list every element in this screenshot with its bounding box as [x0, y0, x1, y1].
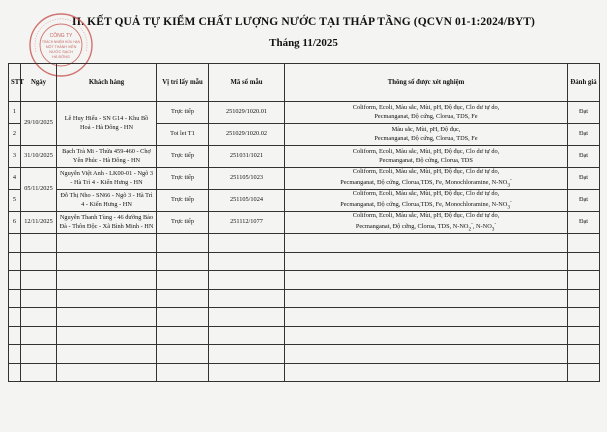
superscript: - [471, 220, 473, 227]
cell-location: Toi let T1 [157, 124, 209, 146]
empty-row [9, 326, 600, 345]
table-row [9, 146, 600, 168]
results-table [8, 63, 600, 382]
cell-customer: Bạch Trà Mi - Thửa 459-460 - Chợ Yên Phúc - Hà Đông - HN [57, 146, 157, 168]
cell-code: 251105/1023 [209, 168, 285, 190]
cell-tests [285, 190, 568, 212]
cell-stt: 6 [9, 212, 21, 234]
col-header-result: Đánh giá [568, 64, 600, 102]
svg-text:MỘT THÀNH VIÊN: MỘT THÀNH VIÊN [45, 45, 77, 49]
col-header-code: Mã số mẫu [209, 64, 285, 102]
col-header-customer: Khách hàng [57, 64, 157, 102]
tests-line-1: Coliform, Ecoli, Màu sắc, Mùi, pH, Độ đục, Clo dư tự do, [352, 168, 500, 176]
cell-tests [285, 102, 568, 124]
col-header-date: Ngày [21, 64, 57, 102]
cell-code: 251029/1020.01 [209, 102, 285, 124]
svg-text:CÔNG TY: CÔNG TY [49, 33, 73, 39]
cell-date: 12/11/2025 [21, 212, 57, 234]
subscript: 3 [507, 203, 510, 210]
cell-tests [285, 212, 568, 234]
empty-row [9, 308, 600, 327]
cell-date: 31/10/2025 [21, 146, 57, 168]
svg-text:TRÁCH NHIỆM HỮU HẠN: TRÁCH NHIỆM HỮU HẠN [42, 40, 80, 44]
cell-result: Đạt [568, 190, 600, 212]
superscript: - [494, 220, 497, 227]
table-header-row [9, 64, 600, 102]
cell-result: Đạt [568, 124, 600, 146]
subscript: 2 [468, 225, 472, 232]
cell-result: Đạt [568, 102, 600, 124]
cell-stt: 5 [9, 190, 21, 212]
cell-tests [285, 124, 568, 146]
empty-row [9, 289, 600, 308]
cell-date: 29/10/2025 [21, 102, 57, 146]
cell-location: Trực tiếp [157, 212, 209, 234]
cell-result: Đạt [568, 146, 600, 168]
cell-stt: 1 [9, 102, 21, 124]
cell-stt: 4 [9, 168, 21, 190]
tests-line-1: Coliform, Ecoli, Màu sắc, Mùi, pH, Độ đục, Clo dư tự do, [352, 148, 500, 155]
tests-line-2: Pecmanganat, Độ cứng, Clorua,TDS, Fe, Monochloramine, N-NO [340, 178, 508, 186]
cell-tests [285, 146, 568, 168]
table-row [9, 168, 600, 190]
cell-location: Trực tiếp [157, 146, 209, 168]
cell-stt: 2 [9, 124, 21, 146]
cell-customer: Lê Huy Hiếu - SN G14 - Khu Bồ Hoả - Hà Đông - HN [57, 102, 157, 146]
cell-customer: Nguyễn Thanh Tùng - 46 đường Bảo Đà - Thôn Độc - Xã Bình Minh - HN [57, 212, 157, 234]
col-header-stt: STT [9, 64, 21, 102]
svg-text:NƯỚC SẠCH: NƯỚC SẠCH [49, 50, 73, 54]
superscript: - [509, 176, 512, 183]
cell-tests [285, 168, 568, 190]
tests-line-1: Coliform, Ecoli, Màu sắc, Mùi, pH, Độ đục, Clo dư tự do, [352, 104, 500, 111]
empty-row [9, 363, 600, 382]
cell-customer: Nguyễn Việt Anh - LK00-01 - Ngõ 3 - Hà Trì 4 - Kiến Hưng - HN [57, 168, 157, 190]
tests-line-2: Pecmanganat, Độ cứng, Clorua, TDS, Fe [374, 134, 478, 142]
tests-line-2: Pecmanganat, Độ cứng, Clorua, TDS [379, 156, 473, 164]
cell-result: Đạt [568, 168, 600, 190]
cell-code: 251031/1021 [209, 146, 285, 168]
tests-line-1: Màu sắc, Mùi, pH, Độ đục, [391, 126, 461, 133]
cell-stt: 3 [9, 146, 21, 168]
table-row [9, 212, 600, 234]
cell-location: Trực tiếp [157, 190, 209, 212]
col-header-tests: Thông số được xét nghiệm [285, 64, 568, 102]
table-row [9, 102, 600, 124]
tests-line-2-tail: , N-NO [472, 222, 492, 230]
tests-line-1: Coliform, Ecoli, Màu sắc, Mùi, pH, Độ đục, Clo dư tự do, [352, 190, 500, 198]
empty-row [9, 252, 600, 271]
cell-date: 05/11/2025 [21, 168, 57, 212]
empty-row [9, 271, 600, 290]
tests-line-2: Pecmanganat, Độ cứng, Clorua, TDS, Fe [374, 112, 478, 120]
tests-line-2: Pecmanganat, Độ cứng, Clorua, TDS, N-NO [355, 222, 469, 230]
cell-code: 251105/1024 [209, 190, 285, 212]
cell-code: 251112/1077 [209, 212, 285, 234]
cell-result: Đạt [568, 212, 600, 234]
col-header-location: Vị trí lấy mẫu [157, 64, 209, 102]
cell-code: 251029/1020.02 [209, 124, 285, 146]
tests-line-1: Coliform, Ecoli, Màu sắc, Mùi, pH, Độ đục, Clo dư tự do, [352, 212, 500, 220]
table-row [9, 190, 600, 212]
superscript: - [509, 198, 512, 205]
cell-location: Trực tiếp [157, 168, 209, 190]
page-title: II. KẾT QUẢ TỰ KIỂM CHẤT LƯỢNG NƯỚC TẠI THÁP TẦNG (QCVN 01-1:2024/BYT) [72, 16, 535, 28]
svg-text:HÀ ĐÔNG: HÀ ĐÔNG [52, 55, 70, 59]
cell-location: Trực tiếp [157, 102, 209, 124]
tests-line-2: Pecmanganat, Độ cứng, Clorua,TDS, Fe, Monochloramine, N-NO [340, 200, 508, 208]
subscript: 3 [507, 181, 510, 188]
subscript: 3 [491, 225, 495, 232]
page-subtitle: Tháng 11/2025 [269, 37, 338, 49]
empty-row [9, 234, 600, 253]
empty-row [9, 345, 600, 364]
cell-customer: Đỗ Thị Nho - SN66 - Ngõ 3 - Hà Trì 4 - Kiến Hưng - HN [57, 190, 157, 212]
